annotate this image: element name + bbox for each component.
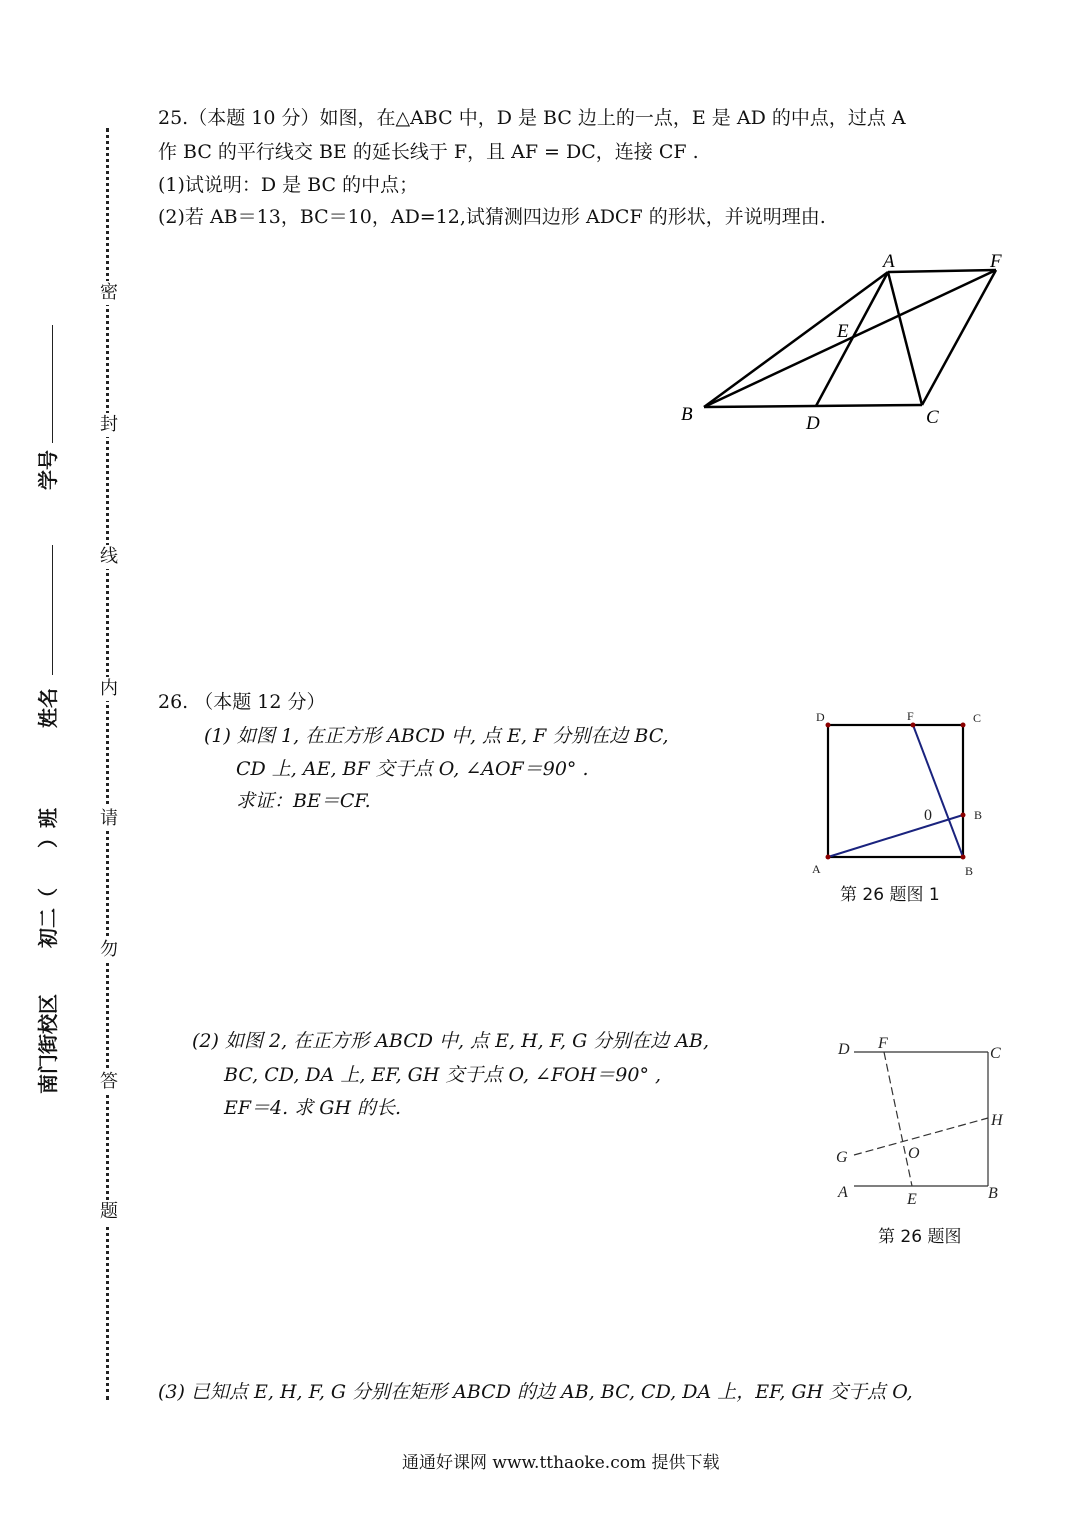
point-C <box>961 723 966 728</box>
q25-part2: (2)若 AB＝13，BC＝10，AD=12,试猜测四边形 ADCF 的形状，并说明理由. <box>158 206 826 228</box>
fig2-label-F: F <box>878 1035 888 1052</box>
campus-label: 南门街校区 <box>36 994 60 1094</box>
q26-fig1-caption: 第 26 题图 1 <box>840 885 940 905</box>
fig1-label-D: D <box>816 710 825 724</box>
fig2-label-D: D <box>838 1041 850 1058</box>
class-label: 初二（ ）班 <box>36 808 60 948</box>
segment-BC <box>704 405 922 407</box>
name-label: 姓名 <box>36 688 60 728</box>
label-E: E <box>837 321 849 342</box>
square-ABCD <box>828 725 963 857</box>
fig2-label-B: B <box>988 1185 998 1202</box>
q26-fig2-caption: 第 26 题图 <box>878 1227 962 1247</box>
segment-EF <box>884 1052 912 1186</box>
q26-p2-line3: EF＝4. 求 GH 的长. <box>224 1097 402 1119</box>
fig1-label-C: C <box>973 711 982 725</box>
fig1-label-B: B <box>965 864 974 878</box>
student-no-fill-line <box>52 325 53 443</box>
label-D: D <box>806 413 820 434</box>
fig1-label-E: B <box>974 808 983 822</box>
fig2-label-A: A <box>838 1184 848 1201</box>
fig2-label-G: G <box>836 1149 848 1166</box>
q25-line2: 作 BC 的平行线交 BE 的延长线于 F，且 AF = DC，连接 CF . <box>158 141 699 163</box>
seal-char-3: 线 <box>97 545 121 569</box>
q26-p3-line1: (3) 已知点 E, H, F, G 分别在矩形 ABCD 的边 AB, BC, CD, DA 上，EF, GH 交于点 O, <box>158 1381 913 1403</box>
fig2-label-E: E <box>907 1191 917 1208</box>
label-B: B <box>681 404 693 425</box>
segment-AC <box>888 272 922 405</box>
seal-char-1: 密 <box>97 281 121 305</box>
fig2-label-O: O <box>908 1145 920 1162</box>
segment-CF <box>922 270 996 405</box>
seal-char-8: 题 <box>97 1200 121 1224</box>
student-no-label: 学号 <box>36 450 60 490</box>
segment-BF <box>913 725 963 857</box>
fig1-label-A: A <box>812 862 821 876</box>
name-fill-line <box>52 545 53 675</box>
q26-p1-line3: 求证：BE＝CF. <box>236 790 371 812</box>
segment-GH <box>854 1118 988 1155</box>
seal-char-2: 封 <box>97 413 121 437</box>
label-A: A <box>883 251 895 272</box>
seal-char-6: 勿 <box>97 938 121 962</box>
point-E <box>961 813 966 818</box>
q26-p2-line1: (2) 如图 2, 在正方形 ABCD 中, 点 E, H, F, G 分别在边 AB, <box>192 1030 710 1052</box>
q26-figure2 <box>830 1030 1010 1215</box>
q26-p2-line2: BC, CD, DA 上, EF, GH 交于点 O, ∠FOH＝90° , <box>224 1064 662 1086</box>
point-A <box>826 855 831 860</box>
q25-line1: 25.（本题 10 分）如图，在△ABC 中，D 是 BC 边上的一点，E 是 AD 的中点，过点 A <box>158 107 906 129</box>
point-F <box>911 723 916 728</box>
seal-char-7: 答 <box>97 1070 121 1094</box>
q26-header: 26. （本题 12 分） <box>158 691 326 713</box>
label-C: C <box>926 407 939 428</box>
fig1-label-F: F <box>907 709 914 723</box>
segment-AE <box>828 815 963 857</box>
point-D <box>826 723 831 728</box>
q25-figure <box>670 245 1015 440</box>
seal-char-5: 请 <box>97 807 121 831</box>
segment-AD <box>816 272 888 406</box>
q26-p1-line1: (1) 如图 1, 在正方形 ABCD 中, 点 E, F 分别在边 BC, <box>204 725 669 747</box>
fig2-label-C: C <box>990 1045 1001 1062</box>
segment-AB <box>704 272 888 407</box>
fig2-label-H: H <box>991 1112 1003 1129</box>
seal-char-4: 内 <box>97 677 121 701</box>
q25-part1: (1)试说明：D 是 BC 的中点； <box>158 174 419 196</box>
q26-p1-line2: CD 上, AE, BF 交于点 O, ∠AOF＝90° . <box>236 758 589 780</box>
segment-BF <box>704 270 996 407</box>
point-B <box>961 855 966 860</box>
page-footer: 通通好课网 www.tthaoke.com 提供下载 <box>402 1453 720 1473</box>
q26-figure1 <box>805 705 990 880</box>
label-F: F <box>990 251 1002 272</box>
fig1-label-O: 0 <box>924 807 932 824</box>
segment-AF <box>888 270 996 272</box>
